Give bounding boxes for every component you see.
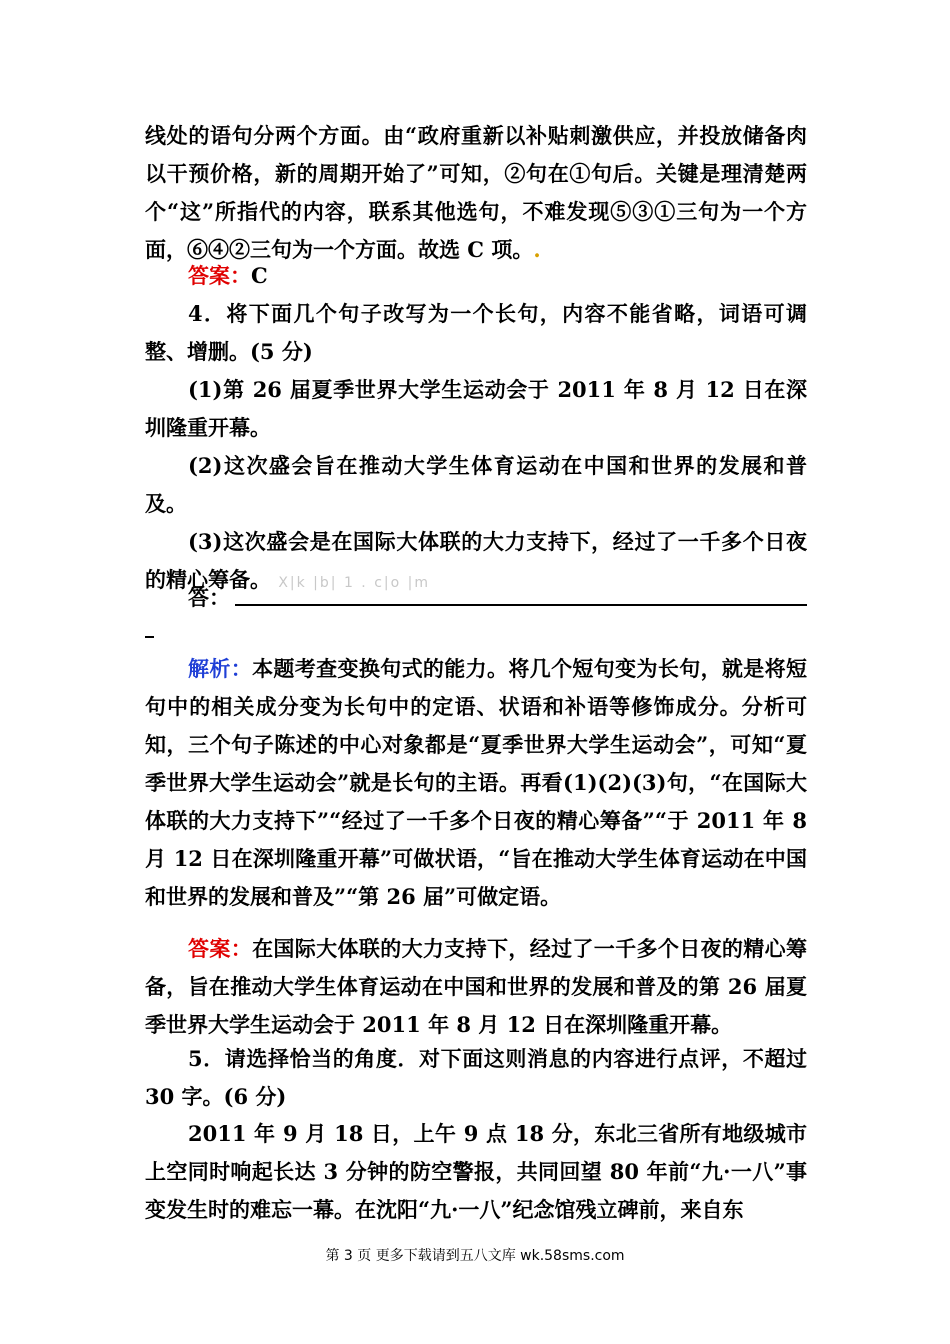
question-4-sentence-2: (2)这次盛会旨在推动大学生体育运动在中国和世界的发展和普及。 xyxy=(145,453,807,516)
answer-text: C xyxy=(251,263,268,288)
stray-mark: . xyxy=(533,237,541,262)
analysis-2 xyxy=(145,650,807,916)
question-5: 5．请选择恰当的角度．对下面这则消息的内容进行点评，不超过 30 字。(6 分) xyxy=(145,1046,807,1109)
answer-label: 答案： xyxy=(188,263,251,288)
answer-2 xyxy=(145,930,807,1044)
analysis-continuation xyxy=(145,117,807,269)
analysis-continuation-text: 线处的语句分两个方面。由“政府重新以补贴刺激供应，并投放储备肉以干预价格，新的周期开始了”可知，②句在①句后。关键是理清楚两个“这”所指代的内容，联系其他选句，不难发现⑤③①三句为一个方面，⑥④②三句为一个方面。故选 C 项。 xyxy=(145,123,807,262)
question-4-sentence-1: (1)第 26 届夏季世界大学生运动会于 2011 年 8 月 12 日在深圳隆重开幕。 xyxy=(145,377,807,440)
answer-blank-line-tail xyxy=(145,636,154,638)
watermark-text: X|k |b| 1 . c|o |m xyxy=(278,575,430,591)
question-4: 4．将下面几个句子改写为一个长句，内容不能省略，词语可调整、增删。(5 分) xyxy=(145,301,807,364)
question-5-text: 2011 年 9 月 18 日，上午 9 点 18 分，东北三省所有地级城市上空同时响起长达 3 分钟的防空警报，共同回望 80 年前“九·一八”事变发生时的难忘一幕。在沈阳“九·一八”纪念馆残立碑前，来自东 xyxy=(145,1121,807,1222)
answer-blank-line xyxy=(235,604,807,606)
page-footer: 第 3 页 更多下载请到五八文库 wk.58sms.com xyxy=(325,1248,625,1264)
analysis-label: 解析： xyxy=(188,656,253,681)
sentence-3-text: (3)这次盛会是在国际大体联的大力支持下，经过了一千多个日夜的精心筹备。 xyxy=(145,529,807,592)
answer-1 xyxy=(145,257,807,295)
answer-label: 答案： xyxy=(188,936,253,961)
answer-text: 在国际大体联的大力支持下，经过了一千多个日夜的精心筹备，旨在推动大学生体育运动在中国和世界的发展和普及的第 26 届夏季世界大学生运动会于 2011 年 8 月 12 日在深圳隆重开幕。 xyxy=(145,936,808,1037)
analysis-text: 本题考查变换句式的能力。将几个短句变为长句，就是将短句中的相关成分变为长句中的定语、状语和补语等修饰成分。分析可知，三个句子陈述的中心对象都是“夏季世界大学生运动会”，可知“夏季世界大学生运动会”就是长句的主语。再看(1)(2)(3)句，“在国际大体联的大力支持下”“经过了一千多个日夜的精心筹备”“于 2011 年 8 月 12 日在深圳隆重开幕”可做状语，“旨在推动大学生体育运动在中国和世界的发展和普及”“第 26 届”可做定语。 xyxy=(145,656,808,909)
answer-prompt: 答： xyxy=(188,585,230,610)
